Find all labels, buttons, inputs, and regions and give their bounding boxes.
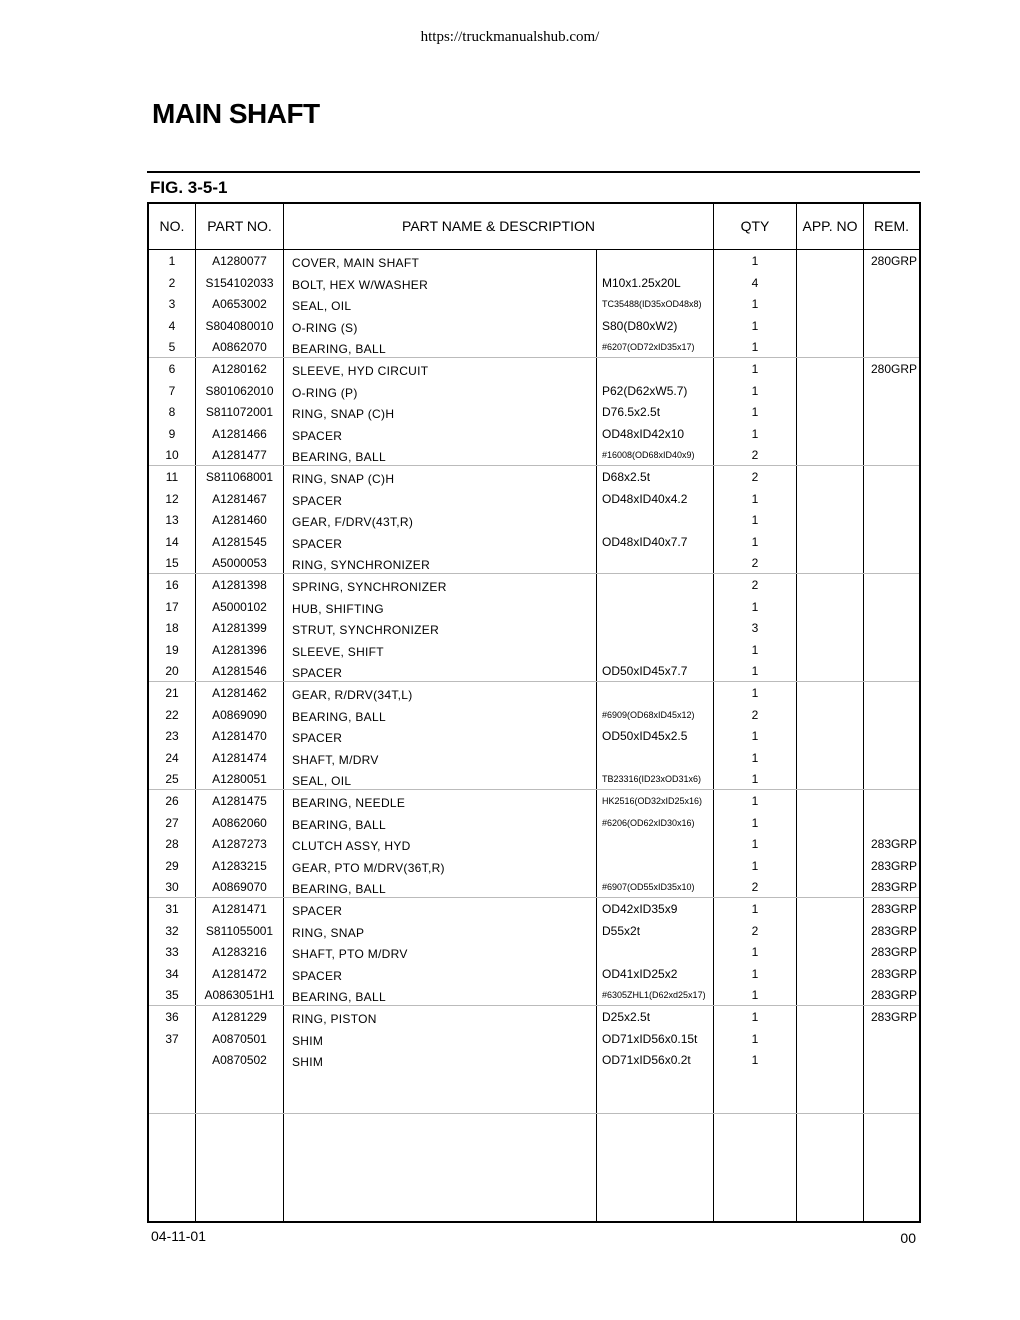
part-name: BEARING, BALL bbox=[292, 817, 386, 832]
quantity: 1 bbox=[751, 902, 759, 916]
part-number: A1281472 bbox=[212, 966, 267, 981]
table-row bbox=[149, 726, 919, 748]
item-number: 25 bbox=[165, 772, 179, 787]
table-row bbox=[149, 424, 919, 446]
quantity: 1 bbox=[751, 534, 759, 549]
table-row bbox=[149, 877, 919, 899]
remark bbox=[863, 402, 917, 424]
quantity: 1 bbox=[751, 815, 759, 830]
part-spec bbox=[602, 640, 714, 662]
part-number: S801062010 bbox=[205, 383, 274, 398]
part-name: RING, SNAP (C)H bbox=[292, 407, 395, 422]
remark bbox=[863, 489, 917, 511]
table-row bbox=[149, 813, 919, 835]
remark bbox=[863, 813, 917, 835]
part-spec bbox=[602, 834, 714, 856]
item-number: 29 bbox=[165, 858, 179, 873]
part-number: A1281399 bbox=[212, 621, 267, 636]
header-part-no: PART NO. bbox=[207, 218, 272, 234]
part-spec: OD50xID45x2.5 bbox=[602, 729, 688, 744]
quantity: 1 bbox=[751, 340, 759, 355]
part-number: A1281398 bbox=[212, 578, 267, 592]
item-number: 9 bbox=[168, 426, 176, 441]
part-number: A1280162 bbox=[212, 362, 267, 376]
quantity: 3 bbox=[751, 621, 759, 636]
table-row bbox=[149, 402, 919, 424]
remark bbox=[863, 510, 917, 532]
remark: 283GRP bbox=[870, 902, 917, 916]
table-row bbox=[149, 273, 919, 295]
table-row bbox=[149, 294, 919, 316]
item-number: 12 bbox=[165, 491, 179, 506]
quantity: 1 bbox=[751, 729, 759, 744]
remark: 283GRP bbox=[870, 880, 917, 895]
item-number: 14 bbox=[165, 534, 179, 549]
remark: 280GRP bbox=[870, 254, 917, 268]
remark bbox=[863, 791, 917, 813]
item-number: 17 bbox=[165, 599, 179, 614]
quantity: 1 bbox=[751, 945, 759, 960]
page-title: MAIN SHAFT bbox=[152, 98, 320, 129]
part-number: S811055001 bbox=[205, 923, 274, 938]
header-app-no: APP. NO bbox=[802, 218, 858, 234]
item-number: 24 bbox=[165, 750, 179, 765]
part-number: A1281470 bbox=[212, 729, 267, 744]
part-name: SHIM bbox=[292, 1033, 324, 1048]
item-number: 23 bbox=[165, 729, 179, 744]
part-name: SHAFT, PTO M/DRV bbox=[292, 947, 408, 962]
part-name: HUB, SHIFTING bbox=[292, 601, 384, 616]
item-number: 19 bbox=[165, 642, 179, 657]
remark bbox=[863, 661, 917, 683]
part-number: A0862070 bbox=[212, 340, 267, 355]
part-number: S154102033 bbox=[205, 275, 274, 290]
item-number: 21 bbox=[165, 686, 179, 700]
table-row bbox=[149, 1029, 919, 1051]
part-number: S811072001 bbox=[205, 405, 274, 420]
quantity: 1 bbox=[751, 642, 759, 657]
quantity: 1 bbox=[751, 772, 759, 787]
part-number: A0869070 bbox=[212, 880, 267, 895]
item-number: 4 bbox=[168, 318, 176, 333]
item-number: 36 bbox=[165, 1010, 179, 1024]
part-name: SPACER bbox=[292, 968, 343, 983]
quantity: 1 bbox=[751, 837, 759, 852]
quantity: 2 bbox=[751, 578, 759, 592]
remark: 283GRP bbox=[870, 966, 917, 981]
part-name: SPACER bbox=[292, 731, 343, 746]
part-number: A1281462 bbox=[212, 686, 267, 700]
part-spec bbox=[602, 575, 714, 597]
part-number: A1280077 bbox=[212, 254, 267, 268]
part-number: A5000102 bbox=[212, 599, 267, 614]
quantity: 1 bbox=[751, 491, 759, 506]
quantity: 1 bbox=[751, 988, 759, 1003]
remark bbox=[863, 381, 917, 403]
quantity: 2 bbox=[751, 923, 759, 938]
part-number: A0870501 bbox=[212, 1031, 267, 1046]
item-number: 8 bbox=[168, 405, 176, 420]
remark bbox=[863, 769, 917, 791]
part-number: A1281460 bbox=[212, 513, 267, 528]
part-number: A1281477 bbox=[212, 448, 267, 463]
part-name: BEARING, BALL bbox=[292, 342, 386, 357]
item-number bbox=[149, 1050, 195, 1072]
part-number: A1281229 bbox=[212, 1010, 267, 1024]
part-number: A0863051H1 bbox=[204, 988, 275, 1003]
remark bbox=[863, 445, 917, 467]
part-spec: S80(D80xW2) bbox=[602, 318, 678, 333]
quantity: 2 bbox=[751, 448, 759, 463]
part-spec: D25x2.5t bbox=[602, 1010, 651, 1024]
table-row bbox=[149, 359, 919, 381]
remark bbox=[863, 337, 917, 359]
item-number: 37 bbox=[165, 1031, 179, 1046]
remark bbox=[863, 726, 917, 748]
part-number: A1281475 bbox=[212, 794, 267, 808]
remark bbox=[863, 294, 917, 316]
part-number: A1281471 bbox=[212, 902, 267, 916]
part-spec: #6206(OD62xID30x16) bbox=[602, 817, 695, 828]
part-name: RING, SNAP bbox=[292, 925, 365, 940]
page-number: 00 bbox=[900, 1230, 916, 1246]
part-number: A1281466 bbox=[212, 426, 267, 441]
part-spec: TC35488(ID35xOD48x8) bbox=[602, 299, 702, 310]
remark: 283GRP bbox=[870, 1010, 917, 1024]
part-name: BEARING, BALL bbox=[292, 882, 386, 897]
item-number: 16 bbox=[165, 578, 179, 592]
remark bbox=[863, 273, 917, 295]
item-number: 11 bbox=[165, 470, 179, 484]
footer-date: 04-11-01 bbox=[151, 1228, 207, 1244]
part-spec: #6907(OD55xID35x10) bbox=[602, 882, 695, 893]
remark bbox=[863, 1029, 917, 1051]
part-spec: OD71xID56x0.2t bbox=[602, 1053, 691, 1068]
quantity: 1 bbox=[751, 297, 759, 312]
quantity: 2 bbox=[751, 470, 759, 484]
part-name: SPRING, SYNCHRONIZER bbox=[292, 580, 447, 594]
part-number: A1283216 bbox=[212, 945, 267, 960]
part-spec bbox=[602, 359, 714, 381]
table-row bbox=[149, 683, 919, 705]
part-spec: OD50xID45x7.7 bbox=[602, 664, 688, 679]
part-spec: OD41xID25x2 bbox=[602, 966, 678, 981]
part-name: RING, PISTON bbox=[292, 1012, 377, 1026]
part-name: GEAR, R/DRV(34T,L) bbox=[292, 688, 413, 702]
part-name: GEAR, F/DRV(43T,R) bbox=[292, 515, 414, 530]
table-row bbox=[149, 316, 919, 338]
part-spec: OD48xID40x4.2 bbox=[602, 491, 688, 506]
header-divider bbox=[149, 249, 919, 250]
item-number: 1 bbox=[168, 254, 176, 268]
item-number: 32 bbox=[165, 923, 179, 938]
quantity: 1 bbox=[751, 513, 759, 528]
part-number: A0862060 bbox=[212, 815, 267, 830]
remark bbox=[863, 553, 917, 575]
quantity: 1 bbox=[751, 966, 759, 981]
part-name: BEARING, NEEDLE bbox=[292, 796, 406, 810]
quantity: 1 bbox=[751, 362, 759, 376]
table-row bbox=[149, 921, 919, 943]
part-number: A1281546 bbox=[212, 664, 267, 679]
quantity: 2 bbox=[751, 880, 759, 895]
part-spec bbox=[602, 510, 714, 532]
quantity: 4 bbox=[751, 275, 759, 290]
part-name: BOLT, HEX W/WASHER bbox=[292, 277, 429, 292]
table-row bbox=[149, 337, 919, 359]
quantity: 1 bbox=[751, 1053, 759, 1068]
part-name: STRUT, SYNCHRONIZER bbox=[292, 623, 440, 638]
remark bbox=[863, 575, 917, 597]
part-name: SEAL, OIL bbox=[292, 299, 352, 314]
remark bbox=[863, 683, 917, 705]
table-row bbox=[149, 856, 919, 878]
item-number: 28 bbox=[165, 837, 179, 852]
part-number: A0870502 bbox=[212, 1053, 267, 1068]
item-number: 2 bbox=[168, 275, 176, 290]
item-number: 22 bbox=[165, 707, 179, 722]
quantity: 1 bbox=[751, 383, 759, 398]
quantity: 2 bbox=[751, 707, 759, 722]
part-number: A1280051 bbox=[212, 772, 267, 787]
part-name: O-RING (P) bbox=[292, 385, 358, 400]
part-number: A1281474 bbox=[212, 750, 267, 765]
part-name: SEAL, OIL bbox=[292, 774, 352, 789]
table-row bbox=[149, 748, 919, 770]
part-name: BEARING, BALL bbox=[292, 709, 386, 724]
item-number: 30 bbox=[165, 880, 179, 895]
part-name: SPACER bbox=[292, 493, 343, 508]
part-number: A1281545 bbox=[212, 534, 267, 549]
part-spec: M10x1.25x20L bbox=[602, 275, 681, 290]
table-row bbox=[149, 834, 919, 856]
item-number: 18 bbox=[165, 621, 179, 636]
part-spec bbox=[602, 748, 714, 770]
part-name: O-RING (S) bbox=[292, 320, 358, 335]
part-number: S804080010 bbox=[205, 318, 274, 333]
part-spec bbox=[602, 683, 714, 705]
part-name: GEAR, PTO M/DRV(36T,R) bbox=[292, 860, 445, 875]
part-name: COVER, MAIN SHAFT bbox=[292, 256, 420, 270]
quantity: 1 bbox=[751, 664, 759, 679]
part-spec: P62(D62xW5.7) bbox=[602, 383, 688, 398]
table-row bbox=[149, 618, 919, 640]
figure-label: FIG. 3-5-1 bbox=[150, 178, 228, 197]
table-row bbox=[149, 661, 919, 683]
item-number: 27 bbox=[165, 815, 179, 830]
part-number: A1281396 bbox=[212, 642, 267, 657]
remark bbox=[863, 1050, 917, 1072]
part-spec: OD48xID40x7.7 bbox=[602, 534, 688, 549]
part-number: A1283215 bbox=[212, 858, 267, 873]
table-row bbox=[149, 1007, 919, 1029]
quantity: 1 bbox=[751, 794, 759, 808]
header-no: NO. bbox=[159, 218, 185, 234]
item-number: 15 bbox=[165, 556, 179, 571]
item-number: 35 bbox=[165, 988, 179, 1003]
part-number: A5000053 bbox=[212, 556, 267, 571]
part-spec: #6305ZHL1(D62xd25x17) bbox=[602, 990, 706, 1001]
part-name: BEARING, BALL bbox=[292, 990, 386, 1005]
table-row bbox=[149, 597, 919, 619]
part-name: RING, SNAP (C)H bbox=[292, 472, 395, 486]
table-row bbox=[149, 445, 919, 467]
remark bbox=[863, 748, 917, 770]
item-number: 34 bbox=[165, 966, 179, 981]
item-number: 33 bbox=[165, 945, 179, 960]
quantity: 1 bbox=[751, 1031, 759, 1046]
remark bbox=[863, 618, 917, 640]
quantity: 1 bbox=[751, 318, 759, 333]
part-number: A0869090 bbox=[212, 707, 267, 722]
part-spec bbox=[602, 597, 714, 619]
part-spec bbox=[602, 553, 714, 575]
part-number: S811068001 bbox=[205, 470, 274, 484]
remark: 283GRP bbox=[870, 858, 917, 873]
part-name: BEARING, BALL bbox=[292, 450, 386, 465]
parts-table bbox=[147, 202, 921, 1223]
table-row bbox=[149, 510, 919, 532]
source-url: https://truckmanualshub.com/ bbox=[420, 29, 600, 45]
part-spec bbox=[602, 856, 714, 878]
table-row bbox=[149, 553, 919, 575]
item-number: 5 bbox=[168, 340, 176, 355]
part-spec: #6909(OD68xID45x12) bbox=[602, 709, 695, 720]
title-divider bbox=[147, 171, 920, 173]
part-number: A1281467 bbox=[212, 491, 267, 506]
part-spec: HK2516(OD32xID25x16) bbox=[602, 796, 703, 806]
quantity: 1 bbox=[751, 686, 759, 700]
remark bbox=[863, 640, 917, 662]
item-number: 6 bbox=[168, 362, 176, 376]
table-row bbox=[149, 467, 919, 489]
part-name: SPACER bbox=[292, 904, 343, 918]
part-name: RING, SYNCHRONIZER bbox=[292, 558, 431, 573]
group-divider bbox=[149, 1113, 919, 1114]
part-name: SHIM bbox=[292, 1055, 324, 1070]
part-spec: D55x2t bbox=[602, 923, 641, 938]
table-row bbox=[149, 381, 919, 403]
part-number: A0653002 bbox=[212, 297, 267, 312]
quantity: 1 bbox=[751, 426, 759, 441]
table-row bbox=[149, 964, 919, 986]
table-row bbox=[149, 942, 919, 964]
part-spec: OD48xID42x10 bbox=[602, 426, 685, 441]
remark bbox=[863, 532, 917, 554]
table-row bbox=[149, 985, 919, 1007]
item-number: 20 bbox=[165, 664, 179, 679]
remark bbox=[863, 705, 917, 727]
part-name: SHAFT, M/DRV bbox=[292, 752, 379, 767]
remark: 280GRP bbox=[870, 362, 917, 376]
item-number: 3 bbox=[168, 297, 176, 312]
table-row bbox=[149, 1050, 919, 1072]
part-spec: D76.5x2.5t bbox=[602, 405, 661, 420]
part-name: SLEEVE, HYD CIRCUIT bbox=[292, 364, 429, 378]
part-name: SPACER bbox=[292, 666, 343, 681]
part-spec: #6207(OD72xID35x17) bbox=[602, 342, 695, 353]
remark bbox=[863, 424, 917, 446]
part-spec: #16008(OD68xID40x9) bbox=[602, 450, 695, 461]
table-row bbox=[149, 251, 919, 273]
remark bbox=[863, 597, 917, 619]
remark: 283GRP bbox=[870, 988, 917, 1003]
quantity: 2 bbox=[751, 556, 759, 571]
item-number: 31 bbox=[165, 902, 179, 916]
quantity: 1 bbox=[751, 858, 759, 873]
table-row bbox=[149, 791, 919, 813]
table-row bbox=[149, 575, 919, 597]
part-spec bbox=[602, 942, 714, 964]
part-spec bbox=[602, 618, 714, 640]
part-name: CLUTCH ASSY, HYD bbox=[292, 839, 411, 854]
item-number: 10 bbox=[165, 448, 179, 463]
part-name: SLEEVE, SHIFT bbox=[292, 644, 384, 659]
quantity: 1 bbox=[751, 405, 759, 420]
remark bbox=[863, 467, 917, 489]
table-row bbox=[149, 899, 919, 921]
table-row bbox=[149, 705, 919, 727]
remark: 283GRP bbox=[870, 945, 917, 960]
table-row bbox=[149, 532, 919, 554]
part-name: SPACER bbox=[292, 536, 343, 551]
part-spec: OD42xID35x9 bbox=[602, 902, 678, 916]
item-number: 26 bbox=[165, 794, 179, 808]
part-spec: TB23316(ID23xOD31x6) bbox=[602, 774, 702, 785]
remark: 283GRP bbox=[870, 837, 917, 852]
header-qty: QTY bbox=[740, 218, 770, 234]
remark: 283GRP bbox=[870, 923, 917, 938]
part-name: SPACER bbox=[292, 428, 343, 443]
part-spec: OD71xID56x0.15t bbox=[602, 1031, 698, 1046]
item-number: 13 bbox=[165, 513, 179, 528]
item-number: 7 bbox=[168, 383, 176, 398]
remark bbox=[863, 316, 917, 338]
table-row bbox=[149, 489, 919, 511]
quantity: 1 bbox=[751, 599, 759, 614]
header-rem: REM. bbox=[874, 218, 909, 234]
part-spec bbox=[602, 251, 714, 273]
table-row bbox=[149, 640, 919, 662]
part-spec: D68x2.5t bbox=[602, 470, 651, 484]
quantity: 1 bbox=[751, 750, 759, 765]
table-row bbox=[149, 769, 919, 791]
quantity: 1 bbox=[751, 1010, 759, 1024]
quantity: 1 bbox=[751, 254, 759, 268]
part-number: A1287273 bbox=[212, 837, 267, 852]
header-part-name: PART NAME & DESCRIPTION bbox=[402, 218, 595, 234]
